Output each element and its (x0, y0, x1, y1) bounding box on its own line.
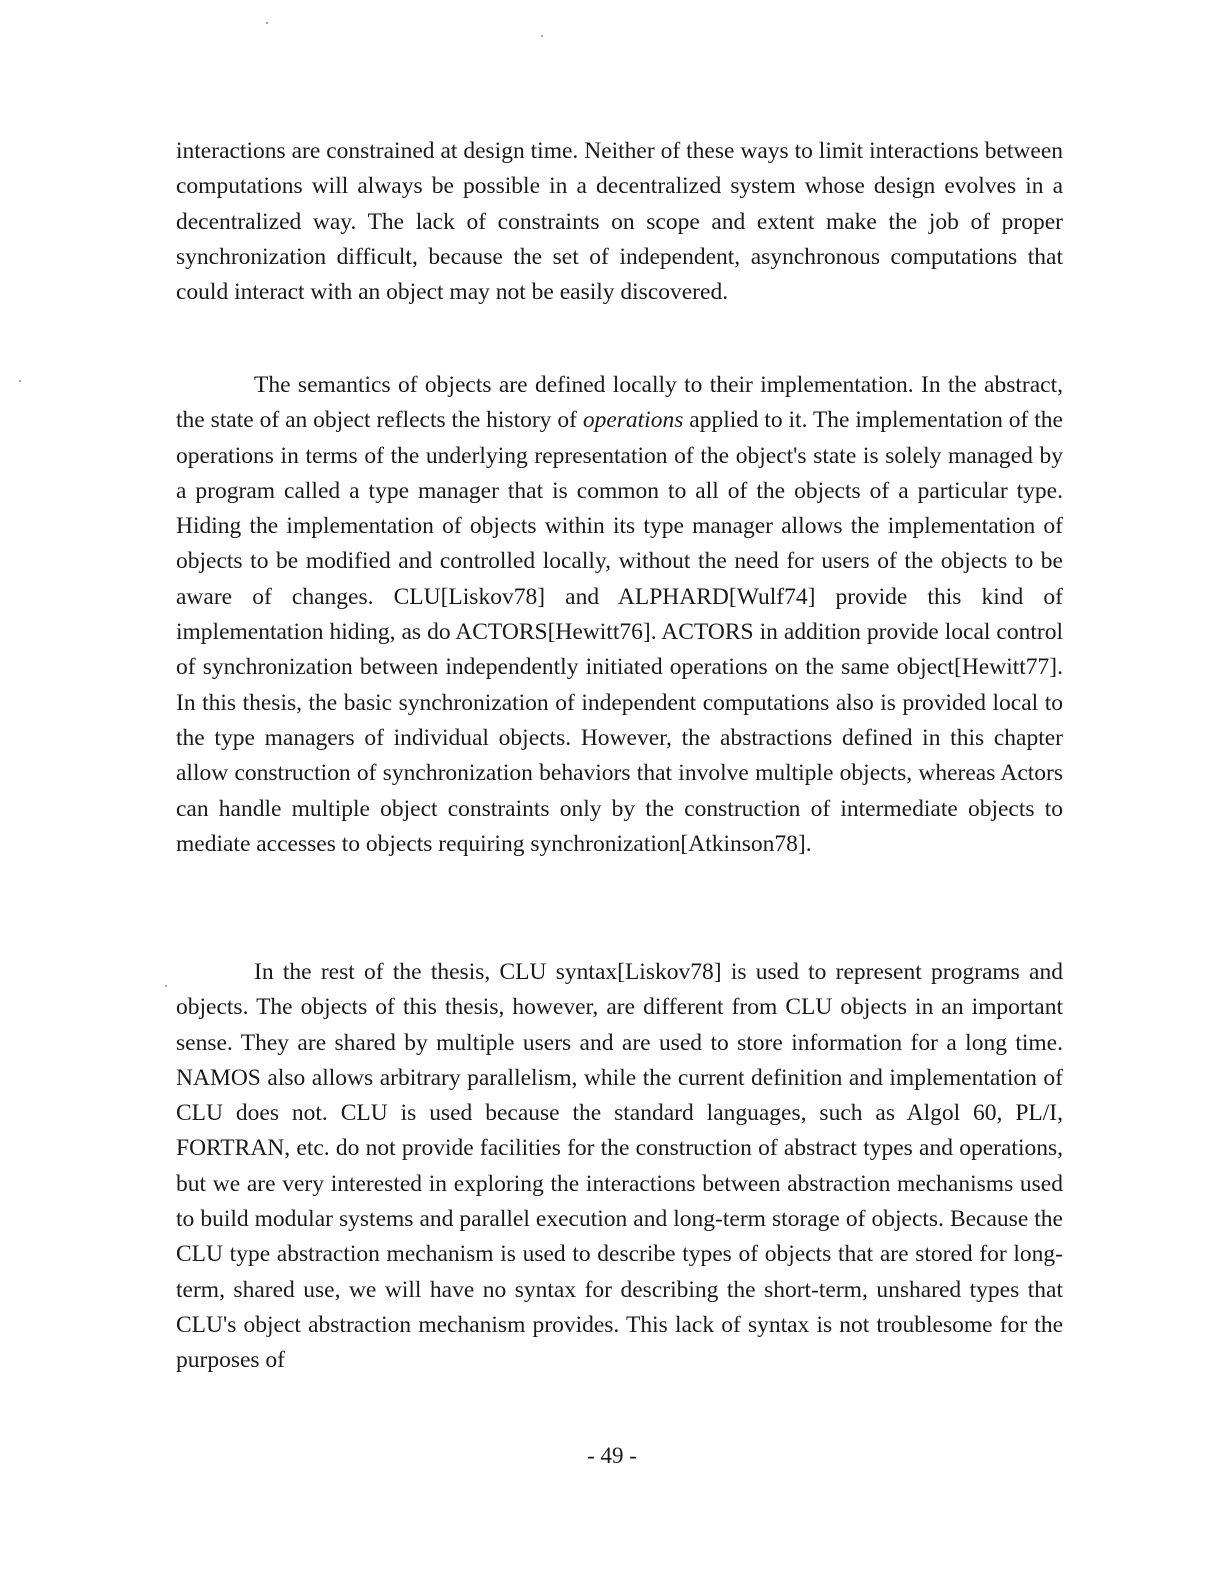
paragraph-3 (176, 955, 1063, 1379)
paragraph-text: In the rest of the thesis, CLU syntax[Liskov78] is used to represent programs and objects. The objects of this thesis, however, are different from CLU objects in an important sense. They are shared by multiple users and are used to store information for a long time. NAMOS also allows arbitrary parallelism, while the current definition and implementation of CLU does not. CLU is used because the standard languages, such as Algol 60, PL/I, FORTRAN, etc. do not provide facilities for the construction of abstract types and operations, but we are very interested in exploring the interactions between abstraction mechanisms used to build modular systems and parallel execution and long-term storage of objects. Because the CLU type abstraction mechanism is used to describe types of objects that are stored for long-term, shared use, we will have no syntax for describing the short-term, unshared types that CLU's object abstraction mechanism provides. This lack of syntax is not troublesome for the purposes of (176, 959, 1063, 1374)
paragraph-text (176, 368, 1063, 862)
scan-speck (165, 985, 167, 987)
page-number: - 49 - (587, 1443, 637, 1468)
paragraph-2 (176, 368, 1063, 862)
scan-speck (541, 35, 543, 37)
paragraph-text: interactions are constrained at design time. Neither of these ways to limit interactions between computations will always be possible in a decentralized system whose design evolves in a decentralized way. The lack of constraints on scope and extent make the job of proper synchronization difficult, because the set of independent, asynchronous computations that could interact with an object may not be easily discovered. (176, 138, 1063, 306)
scan-speck (19, 380, 21, 382)
paragraph-1 (176, 134, 1063, 310)
paragraph-text-after: applied to it. The implementation of the operations in terms of the underlying representation of the object's state is solely managed by a program called a type manager that is common to all of the objects of a particular type. Hiding the implementation of objects within its type manager allows the implementation of objects to be modified and controlled locally, without the need for users of the objects to be aware of changes. CLU[Liskov78] and ALPHARD[Wulf74] provide this kind of implementation hiding, as do ACTORS[Hewitt76]. ACTORS in addition provide local control of synchronization between independently initiated operations on the same object[Hewitt77]. In this thesis, the basic synchronization of independent computations also is provided local to the type managers of individual objects. However, the abstractions defined in this chapter allow construction of synchronization behaviors that involve multiple objects, whereas Actors can handle multiple object constraints only by the construction of intermediate objects to mediate accesses to objects requiring synchronization[Atkinson78]. (176, 407, 1063, 857)
scan-speck (266, 22, 268, 24)
paragraph-text-before: The semantics of objects are defined locally to their implementation. In the abstract, the state of an object reflects the history of (176, 372, 1063, 434)
emphasized-term: operations (582, 407, 684, 434)
